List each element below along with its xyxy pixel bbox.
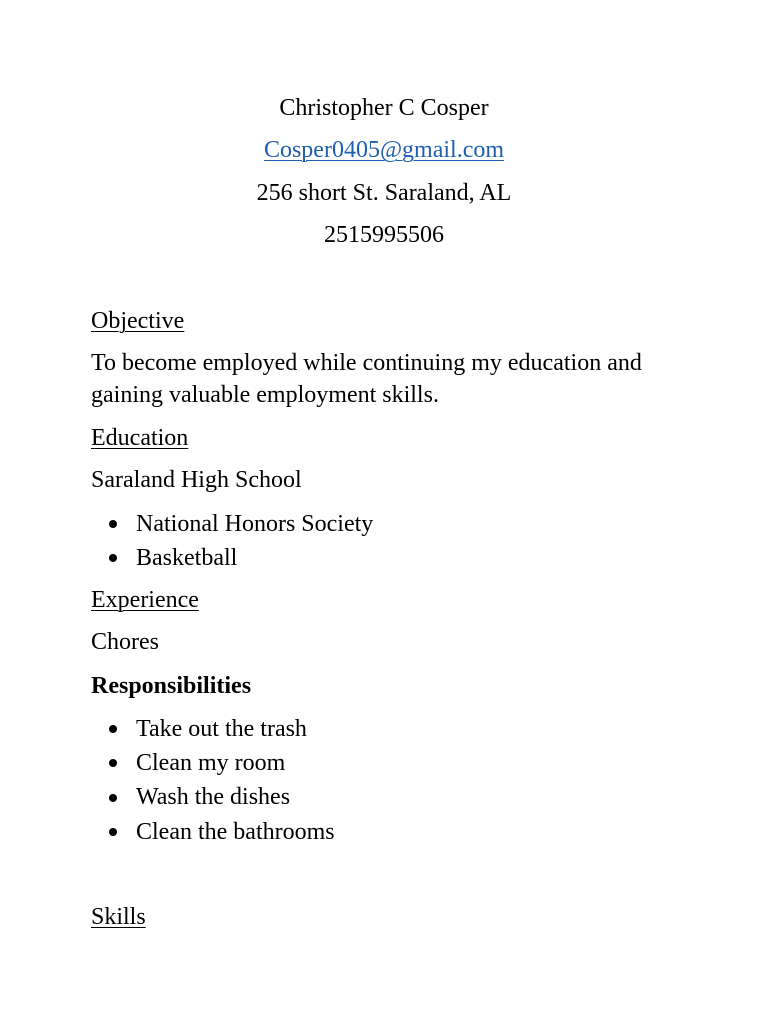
education-heading-row — [91, 422, 708, 454]
bullet-icon — [109, 759, 117, 767]
address: 256 short St. Saraland, AL — [256, 180, 512, 206]
bullet-icon — [109, 828, 117, 836]
education-heading: Education — [91, 425, 189, 451]
responsibilities-list — [109, 712, 335, 849]
bullet-icon — [109, 725, 117, 733]
list-item-label: Basketball — [136, 545, 238, 572]
objective-heading: Objective — [91, 308, 185, 334]
list-item — [109, 712, 335, 746]
list-item-label: Wash the dishes — [136, 784, 291, 811]
list-item — [109, 815, 335, 849]
bullet-icon — [109, 794, 117, 802]
experience-heading-row — [91, 584, 708, 616]
candidate-name: Christopher C Cosper — [279, 95, 489, 121]
bullet-icon — [109, 520, 117, 528]
list-item — [109, 507, 373, 541]
objective-text: To become employed while continuing my education and gaining valuable employment skills. — [91, 350, 642, 408]
bullet-icon — [109, 554, 117, 562]
list-item-label: Clean my room — [136, 750, 286, 777]
list-item — [109, 746, 335, 780]
list-item-label: Take out the trash — [136, 716, 307, 742]
objective-heading-row — [91, 305, 708, 337]
list-item-label: National Honors Society — [136, 511, 374, 537]
experience-role: Chores — [91, 629, 159, 655]
responsibilities-heading: Responsibilities — [91, 673, 252, 699]
education-list — [109, 507, 373, 575]
list-item — [109, 541, 373, 575]
skills-heading-row — [91, 901, 708, 933]
list-item — [109, 780, 335, 814]
email-link[interactable]: Cosper0405@gmail.com — [263, 137, 505, 163]
email-line — [0, 135, 768, 165]
phone-number: 2515995506 — [324, 222, 444, 248]
experience-heading: Experience — [91, 587, 199, 613]
school-name: Saraland High School — [91, 467, 302, 493]
skills-heading: Skills — [91, 904, 146, 930]
list-item-label: Clean the bathrooms — [136, 818, 335, 845]
